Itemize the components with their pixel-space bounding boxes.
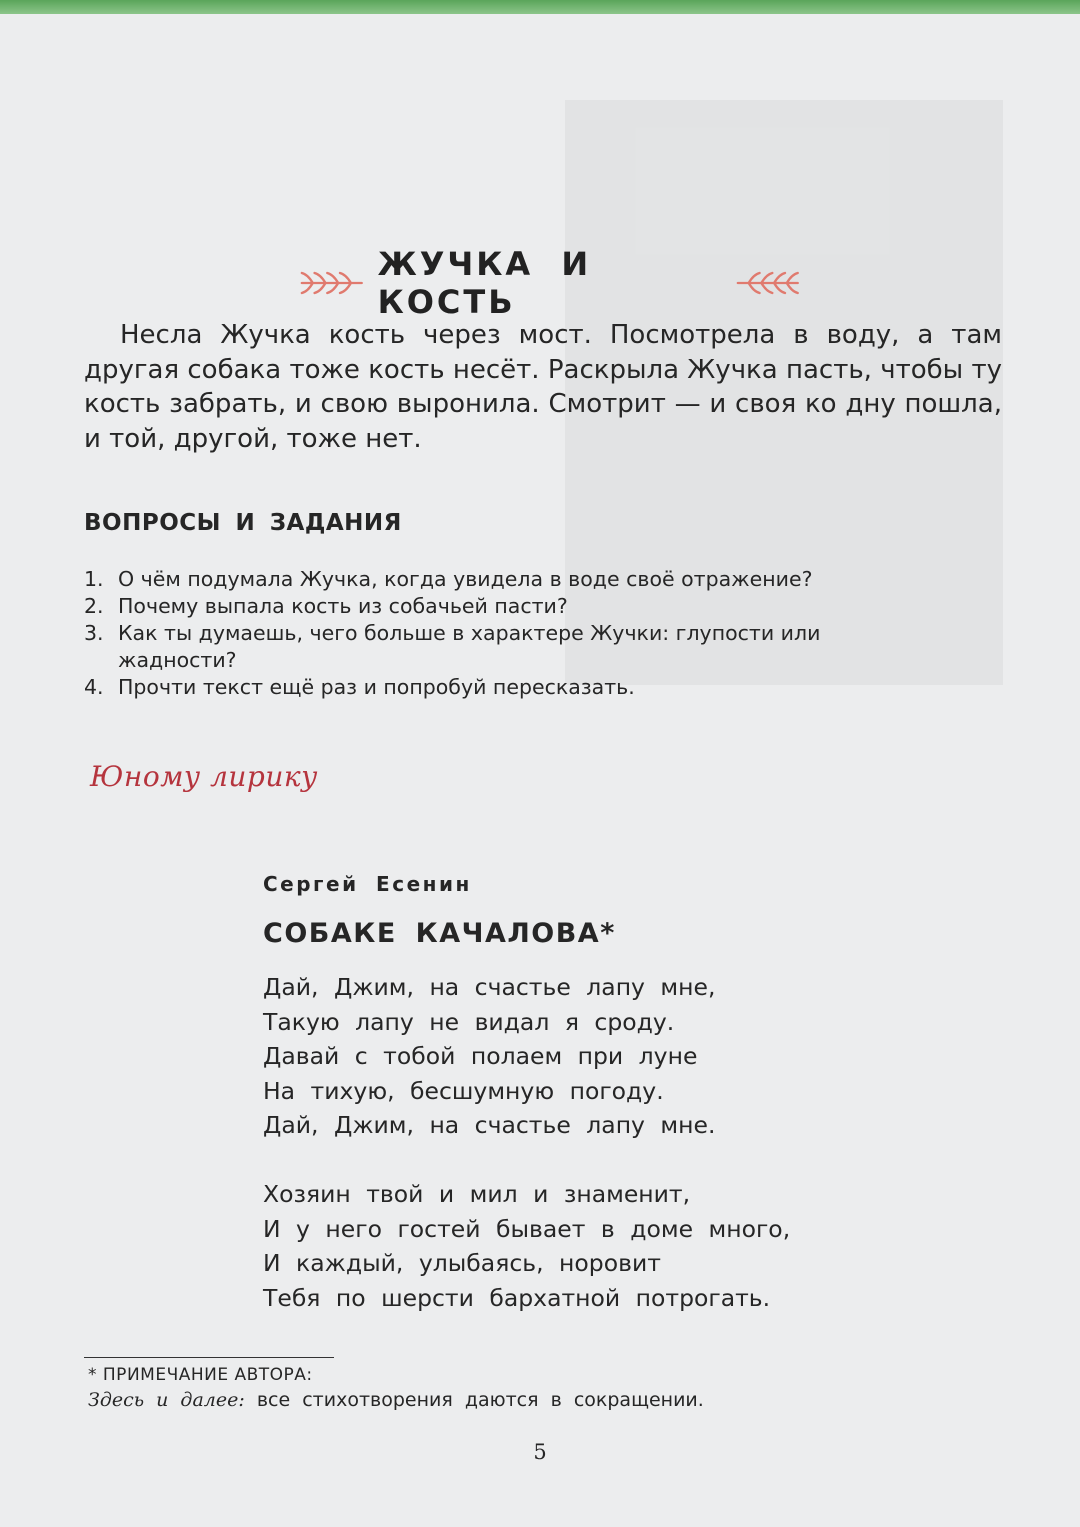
- poem-line: Дай, Джим, на счастье лапу мне,: [263, 973, 716, 1001]
- left-sprig-icon: [300, 268, 364, 298]
- right-sprig-icon: [736, 268, 800, 298]
- tasks-heading: ВОПРОСЫ И ЗАДАНИЯ: [84, 510, 402, 536]
- list-item: 4. Прочти текст ещё раз и попробуй пересказать.: [84, 675, 635, 699]
- list-item: 1. О чём подумала Жучка, когда увидела в воде своё отражение?: [84, 567, 813, 591]
- footnote-text: [88, 1389, 704, 1411]
- story-title: ЖУЧКА И КОСТЬ: [377, 245, 592, 321]
- poem-stanza-2: [263, 1177, 790, 1315]
- poem-line: Дай, Джим, на счастье лапу мне.: [263, 1111, 716, 1139]
- story-text: [84, 318, 1002, 456]
- footnote-divider: [84, 1357, 334, 1358]
- poem-title: СОБАКЕ КАЧАЛОВА*: [263, 918, 616, 949]
- poem-line: И у него гостей бывает в доме много,: [263, 1214, 791, 1243]
- story-heading: [300, 245, 800, 321]
- poem-line: Хозяин твой и мил и знаменит,: [263, 1180, 691, 1208]
- section-label: Юному лирику: [90, 760, 318, 793]
- footnote-heading: * ПРИМЕЧАНИЕ АВТОРА:: [88, 1365, 313, 1385]
- poem-line: На тихую, бесшумную погоду.: [263, 1076, 664, 1105]
- poem-line: Давай с тобой полаем при луне: [263, 1042, 698, 1070]
- footnote-body: все стихотворения даются в сокращении.: [244, 1389, 704, 1411]
- tasks-list: [84, 566, 904, 701]
- footnote-lead: Здесь и далее:: [88, 1389, 245, 1411]
- list-item: 2. Почему выпала кость из собачьей пасти?: [84, 594, 568, 618]
- poem-author: Сергей Есенин: [263, 872, 472, 896]
- poem-stanza-1: [263, 970, 715, 1143]
- poem-line: И каждый, улыбаясь, норовит: [263, 1249, 661, 1277]
- list-item: 3. Как ты думаешь, чего больше в характере Жучки: глупости или жадности?: [84, 621, 821, 672]
- story-body: Несла Жучка кость через мост. Посмотрела в воду, а там другая собака тоже кость несёт. Раскрыла Жучка пасть, чтобы ту кость забрать, и свою выронила. Смотрит — и своя ко дну пошла, и той, другой, тоже нет.: [84, 320, 1002, 454]
- poem-line: Такую лапу не видал я сроду.: [263, 1007, 675, 1036]
- poem-line: Тебя по шерсти бархатной потрогать.: [263, 1283, 771, 1312]
- page-number: 5: [533, 1440, 547, 1464]
